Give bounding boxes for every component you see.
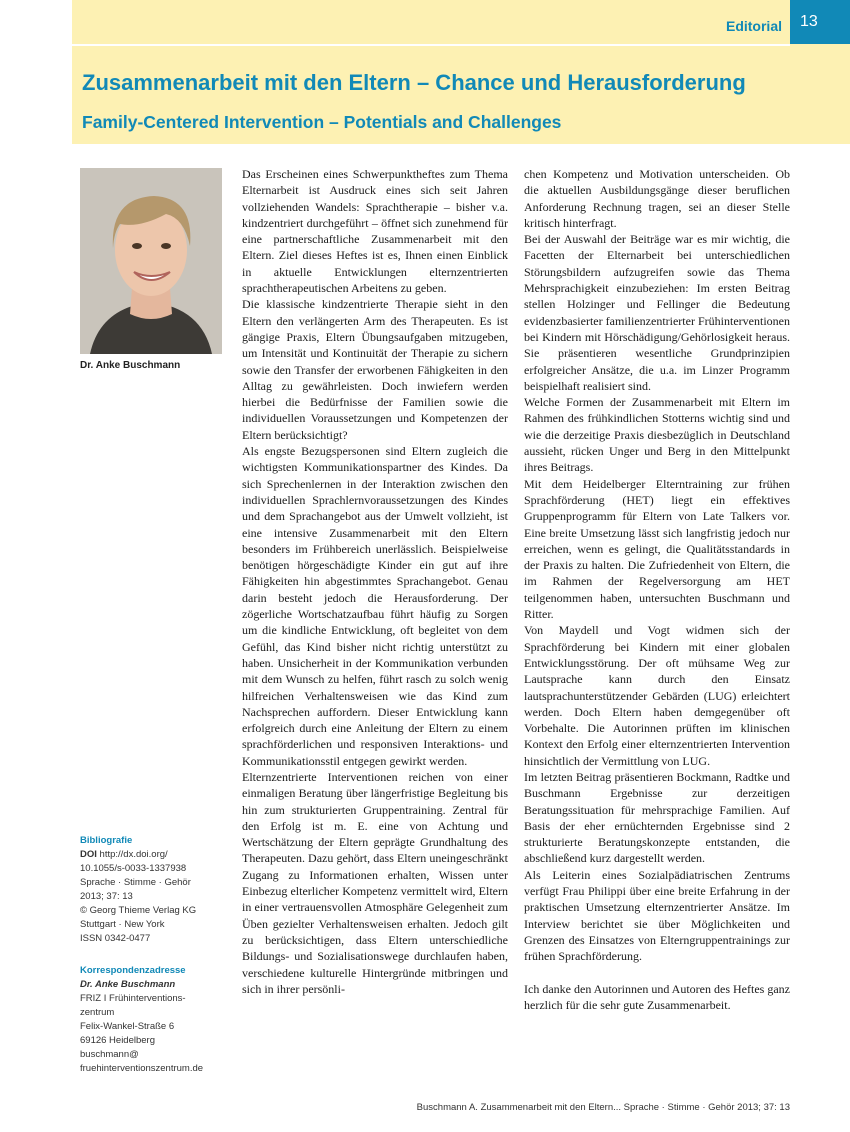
caption-name: Buschmann (122, 360, 181, 371)
paragraph: Das Erscheinen eines Schwerpunktheftes zum Thema Elternarbeit ist Ausdruck eines sich seit Jahren vollziehenden Wandels: Sprachtherapie – bisher v.a. kindzentriert durchgeführt – öffnet sich zunehmend für eine partnerschaftliche Zusammenarbeit mit den Eltern. Ziel dieses Heftes ist es, Ihnen einen Einblick in aktuelle Entwicklungen elternzentrierten sprachtherapeutischen Arbeitens zu geben. (242, 167, 508, 296)
journal-name: Sprache · Stimme · Gehör (80, 877, 191, 888)
text-column-1 (242, 166, 508, 997)
copyright: © Georg Thieme Verlag KG (80, 905, 197, 916)
correspondence-block (80, 964, 240, 1076)
paragraph: Elternzentrierte Interventionen reichen von einer einmaligen Beratung über längerfristige Begleitung bis hin zum strukturierten Gruppentraining. Zentral für den Erfolg ist m. E. eine von Achtung und Wertschätzung der Eltern geprägte Grundhaltung des Therapeuten. Dazu gehört, dass Eltern uneingeschränkt Zugang zu Informationen erhalten, Wissen unter Einbezug elterlicher Kompetenz vermittelt wird, Eltern in einer vertrauensvollen Atmosphäre Gelegenheit zum Üben gezielter Verhaltensweisen erhalten. Jedoch gilt zu berücksichtigen, dass Eltern unterschiedliche Bildungs- und Sozialisationswege durchlaufen haben, verschiedene kulturelle Hintergründe mitbringen und sich in ihrer persönli- (242, 769, 508, 996)
header-divider (72, 44, 790, 46)
doi-label: DOI (80, 849, 97, 860)
issn: ISSN 0342-0477 (80, 933, 151, 944)
doi-link[interactable]: http://dx.doi.org/ (99, 849, 168, 860)
paragraph: chen Kompetenz und Motivation unterscheiden. Ob die aktuellen Ausbildungsgänge dieser beruflichen Anforderung Rechnung tragen, sei an dieser Stelle kritisch hinterfragt. (524, 167, 790, 230)
author-portrait-image (80, 168, 222, 354)
author-photo (80, 168, 222, 354)
paragraph: Von Maydell und Vogt widmen sich der Sprachförderung bei Kindern mit einer globalen Entwicklungsstörung. Der oft mühsame Weg zur Lautsprache kann durch den Einsatz lautsprachunterstützender Gebärden (LUG) erleichtert werden. Doch Eltern haben demgegenüber oft Vorbehalte. Die Autorinnen prüften im klinischen Kontext den Erfolg einer elternzentrierten Intervention hinsichtlich der Vermittlung von LUG. (524, 623, 790, 768)
doi-line (80, 848, 240, 862)
article-subtitle: Family-Centered Intervention – Potentials and Challenges (82, 112, 562, 132)
paragraph: Als Leiterin eines Sozialpädiatrischen Zentrums verfügt Frau Philippi über eine breite Erfahrung in der praktischen Umsetzung elternzentrierter Ansätze. Im Interview berichtet sie über Möglichkeiten und Grenzen des Einsatzes von Elterngruppentrainings zur frühen Sprachförderung. (524, 867, 790, 964)
paragraph: Bei der Auswahl der Beiträge war es mir wichtig, die Facetten der Elternarbeit bei unterschiedlichen Störungsbildern aufzugreifen sowie das Thema Mehrsprachigkeit einzubeziehen: Im ersten Beitrag stellen Holzinger und Fellinger die Bedeutung evidenzbasierter familienzentrierter Frühinterventionen bei Kindern mit Hörschädigung/Gehörlosigkeit heraus. Sie präsentieren wesentliche Grundprinzipien erfolgreicher Ansätze, die u.a. im Linzer Programm beispielhaft realisiert sind. (524, 232, 790, 393)
paragraph: Im letzten Beitrag präsentieren Bockmann, Radtke und Buschmann Ergebnisse zur derzeitigen Beratungssituation für mehrsprachige Familien. Auf Basis der eher ernüchternden Ergebnisse sind 2 strukturierte Beratungskonzepte entstanden, die abschließend kurz dargestellt werden. (524, 769, 790, 866)
doi-value: 10.1055/s-0033-1337938 (80, 863, 187, 874)
bibliography-heading: Bibliografie (80, 835, 133, 846)
paragraph-spacer (524, 965, 790, 981)
journal-issue: 2013; 37: 13 (80, 891, 133, 902)
bibliography-block (80, 834, 240, 946)
correspondence-street: Felix-Wankel-Straße 6 (80, 1021, 175, 1032)
paragraph: Mit dem Heidelberger Elterntraining zur frühen Sprachförderung (HET) liegt ein effektives Gruppenprogramm für Eltern von Late Talkers vor. Eine breite Umsetzung lässt sich langfristig jedoch nur erreichen, wenn es gelingt, die Qualitätsstandards in der Praxis zu halten. Die Zufriedenheit von Eltern, die im Rahmen der Regelversorgung am HET teilgenommen haben, untersuchten Buschmann und Ritter. (524, 476, 790, 622)
page-number: 13 (790, 0, 850, 44)
section-label: Editorial (725, 18, 782, 34)
publisher-place: Stuttgart · New York (80, 919, 165, 930)
caption-title: Dr. Anke (80, 360, 121, 371)
correspondence-heading: Korrespondenzadresse (80, 965, 186, 976)
correspondence-name: Dr. Anke Buschmann (80, 979, 176, 990)
correspondence-email-1[interactable]: buschmann@ (80, 1049, 139, 1060)
page-footer: Buschmann A. Zusammenarbeit mit den Eltern... Sprache · Stimme · Gehör 2013; 37: 13 (416, 1102, 790, 1113)
correspondence-org-1: FRIZ I Frühinterventions- (80, 993, 186, 1004)
paragraph: Als engste Bezugspersonen sind Eltern zugleich die wichtigsten Kommunikationspartner des Kindes. Da sich Sprechenlernen in der Interaktion zwischen den individuellen Sprachlernvoraussetzungen des Kindes und dem Sprachangebot aus der Umwelt vollzieht, ist eine intensive Zusammenarbeit mit den Eltern besonders im Frühbereich unerlässlich. Beispielweise benötigen hörgeschädigte Kinder ein gut auf ihre Fähigkeiten hin abgestimmtes Sprachangebot. Genau darin besteht jedoch die Herausforderung. Der zögerliche Wortschatzaufbau führt häufig zu Sorgen um die kindliche Entwicklung, oft begleitet von dem Gefühl, das Kind bisher nicht richtig unterstützt zu haben. Unsicherheit in der Kommunikation verbunden mit dem Wunsch zu helfen, führt rasch zu solch wenig hilfreichen Verhaltensweisen wie das Kind zum Nachsprechen auffordern. Dieser Entwicklung kann erfolgreich durch eine Anleitung der Eltern zu einem sprachförderlichen und responsiven Interaktions- und Kommunikationsstil entgegen gewirkt werden. (242, 444, 508, 768)
text-column-2 (524, 166, 790, 1013)
correspondence-org-2: zentrum (80, 1007, 115, 1018)
paragraph: Die klassische kindzentrierte Therapie sieht in den Eltern den verlängerten Arm des Therapeuten. Es ist gängige Praxis, Eltern Übungsaufgaben mitzugeben, um Intensität und Kontinuität der Therapie zu sichern sowie den Transfer der erworbenen Fähigkeiten in den Alltag zu gewährleisten. Doch inwiefern werden hierbei die Bedürfnisse der Familien sowie die individuellen Voraussetzungen und Kompetenzen der Eltern berücksichtigt? (242, 297, 508, 442)
paragraph: Ich danke den Autorinnen und Autoren des Heftes ganz herzlich für die sehr gute Zusammenarbeit. (524, 981, 790, 1012)
correspondence-city: 69126 Heidelberg (80, 1035, 156, 1046)
correspondence-email-2[interactable]: fruehinterventionszentrum.de (80, 1063, 204, 1074)
paragraph: Welche Formen der Zusammenarbeit mit Eltern im Rahmen des frühkindlichen Stotterns wichtig sind und wie die derzeitige Praxis diesbezüglich in Deutschland aussieht, rücken Unger und Berg in den Mittelpunkt ihres Beitrags. (524, 395, 790, 475)
author-photo-caption (80, 360, 180, 371)
article-title: Zusammenarbeit mit den Eltern – Chance und Herausforderung (82, 70, 746, 95)
